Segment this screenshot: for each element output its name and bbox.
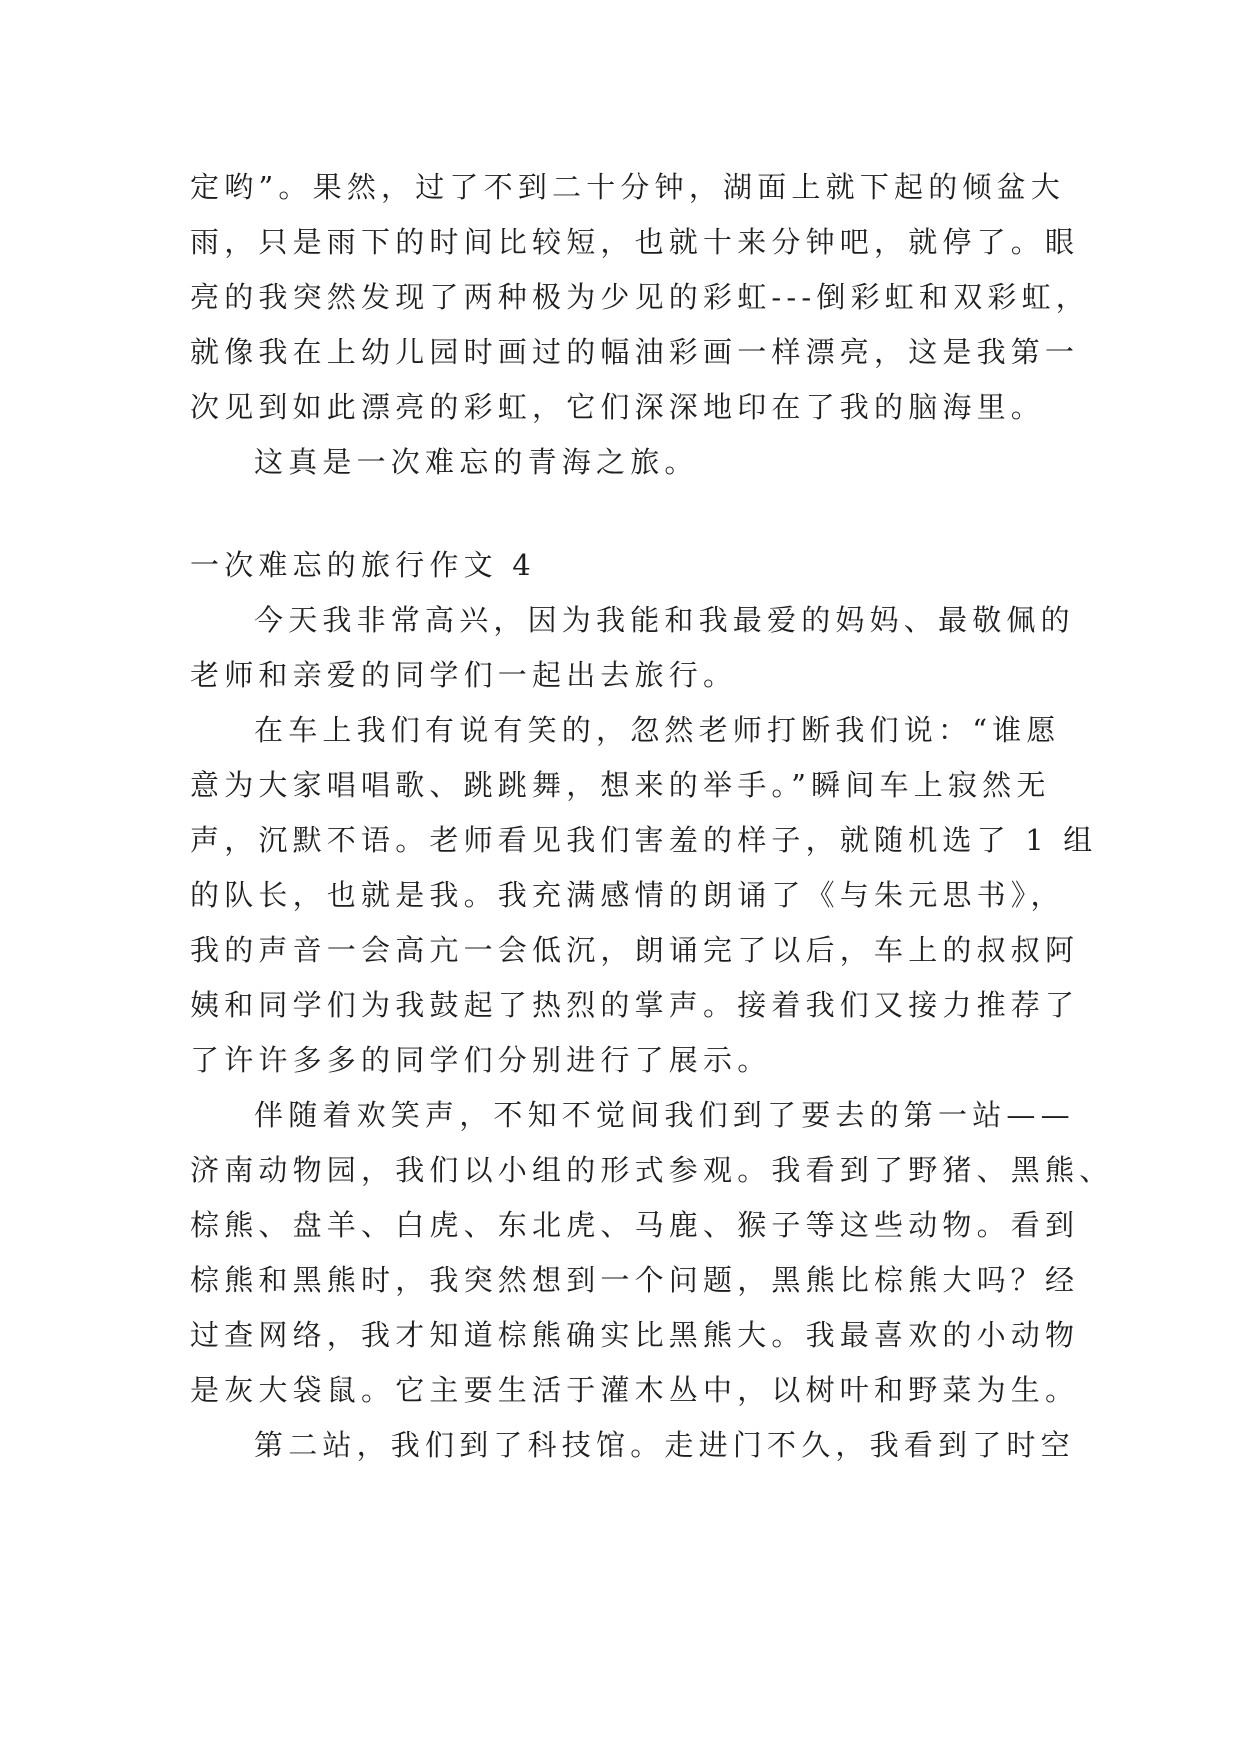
paragraph-line: 姨和同学们为我鼓起了热烈的掌声。接着我们又接力推荐了: [190, 988, 1080, 1022]
paragraph-line: 济南动物园，我们以小组的形式参观。我看到了野猪、黑熊、: [190, 1153, 1114, 1187]
paragraph-line: 在车上我们有说有笑的，忽然老师打断我们说：“谁愿: [254, 713, 1061, 747]
paragraph-line: 意为大家唱唱歌、跳跳舞，想来的举手。”瞬间车上寂然无: [190, 768, 1051, 802]
text-line: 定哟”。果然，过了不到二十分钟，湖面上就下起的倾盆大: [190, 170, 1066, 204]
section-title: 一次难忘的旅行作文 4: [190, 548, 536, 582]
text-line: 就像我在上幼儿园时画过的幅油彩画一样漂亮，这是我第一: [190, 335, 1080, 369]
paragraph-line: 的队长，也就是我。我充满感情的朗诵了《与朱元思书》，: [190, 878, 1065, 912]
paragraph-line: 棕熊和黑熊时，我突然想到一个问题，黑熊比棕熊大吗？经: [190, 1263, 1080, 1297]
document-body: [190, 160, 1114, 1473]
paragraph-line: 我的声音一会高亢一会低沉，朗诵完了以后，车上的叔叔阿: [190, 933, 1080, 967]
paragraph-line: 伴随着欢笑声，不知不觉间我们到了要去的第一站——: [254, 1098, 1075, 1132]
section-spacer: [190, 490, 1070, 538]
paragraph-line: 了许许多多的同学们分别进行了展示。: [190, 1043, 772, 1077]
paragraph-line: 过查网络，我才知道棕熊确实比黑熊大。我最喜欢的小动物: [190, 1318, 1080, 1352]
paragraph-line: 棕熊、盘羊、白虎、东北虎、马鹿、猴子等这些动物。看到: [190, 1208, 1080, 1242]
text-line: 雨，只是雨下的时间比较短，也就十来分钟吧，就停了。眼: [190, 225, 1080, 259]
text-line: 亮的我突然发现了两种极为少见的彩虹---倒彩虹和双彩虹，: [190, 280, 1090, 314]
paragraph-line: 老师和亲爱的同学们一起出去旅行。: [190, 658, 738, 692]
paragraph-line: 声，沉默不语。老师看见我们害羞的样子，就随机选了 1 组: [190, 823, 1098, 857]
closing-sentence: 这真是一次难忘的青海之旅。: [254, 445, 699, 479]
text-line: 次见到如此漂亮的彩虹，它们深深地印在了我的脑海里。: [190, 390, 1046, 424]
paragraph-line: 今天我非常高兴，因为我能和我最爱的妈妈、最敬佩的: [254, 603, 1075, 637]
paragraph-line: 是灰大袋鼠。它主要生活于灌木丛中，以树叶和野菜为生。: [190, 1373, 1080, 1407]
paragraph-line: 第二站，我们到了科技馆。走进门不久，我看到了时空: [254, 1428, 1075, 1462]
